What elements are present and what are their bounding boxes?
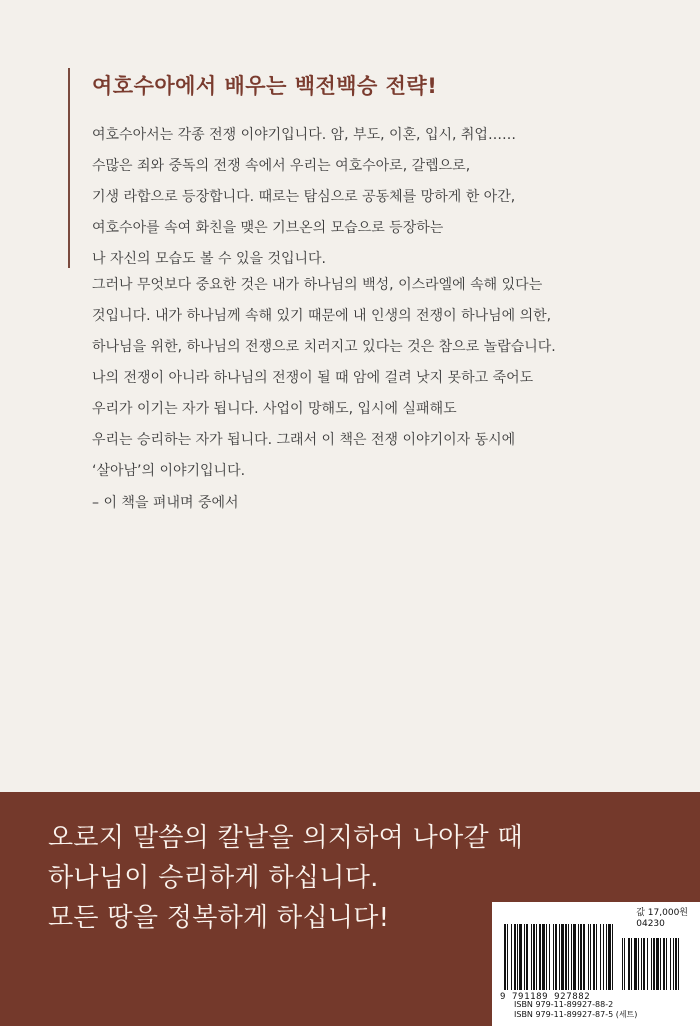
paragraph-line: 기생 라합으로 등장합니다. 때로는 탐심으로 공동체를 망하게 한 아간, bbox=[92, 189, 516, 205]
paragraph-line: 우리는 승리하는 자가 됩니다. 그래서 이 책은 전쟁 이야기이자 동시에 bbox=[92, 432, 516, 448]
isbn-line: ISBN 979-11-89927-87-5 (세트) bbox=[514, 1010, 638, 1019]
price-text: 값 17,000원 bbox=[636, 908, 688, 918]
barcode-box bbox=[492, 902, 700, 1026]
intro-paragraph bbox=[92, 120, 516, 275]
paragraph-line: 수많은 죄와 중독의 전쟁 속에서 우리는 여호수아로, 갈렙으로, bbox=[92, 158, 471, 174]
paragraph-line: ‘살아남’의 이야기입니다. bbox=[92, 463, 246, 479]
isbn-block bbox=[514, 1000, 637, 1020]
isbn-line: ISBN 979-11-89927-88-2 bbox=[514, 1000, 614, 1009]
barcode-icon bbox=[504, 924, 688, 992]
slogan-line: 오로지 말씀의 칼날을 의지하여 나아갈 때 bbox=[48, 823, 523, 853]
paragraph-line: 여호수아서는 각종 전쟁 이야기입니다. 암, 부도, 이혼, 입시, 취업…… bbox=[92, 127, 516, 143]
accent-rule bbox=[68, 68, 70, 268]
paragraph-line: 여호수아를 속여 화친을 맺은 기브온의 모습으로 등장하는 bbox=[92, 220, 444, 236]
slogan bbox=[48, 818, 523, 938]
paragraph-line: 나 자신의 모습도 볼 수 있을 것입니다. bbox=[92, 251, 327, 267]
slogan-line: 모든 땅을 정복하게 하십니다! bbox=[48, 903, 390, 933]
barcode-number: 9 791189 927882 bbox=[500, 992, 591, 1002]
paragraph-line: 우리가 이기는 자가 됩니다. 사업이 망해도, 입시에 실패해도 bbox=[92, 401, 457, 417]
add-on-code: 04230 bbox=[636, 919, 665, 929]
main-paragraph bbox=[92, 270, 556, 487]
paragraph-line: 것입니다. 내가 하나님께 속해 있기 때문에 내 인생의 전쟁이 하나님에 의한, bbox=[92, 308, 552, 324]
slogan-line: 하나님이 승리하게 하십니다. bbox=[48, 863, 379, 893]
paragraph-line: 그러나 무엇보다 중요한 것은 내가 하나님의 백성, 이스라엘에 속해 있다는 bbox=[92, 277, 543, 293]
headline: 여호수아에서 배우는 백전백승 전략! bbox=[92, 74, 438, 98]
paragraph-line: 나의 전쟁이 아니라 하나님의 전쟁이 될 때 암에 걸려 낫지 못하고 죽어도 bbox=[92, 370, 534, 386]
paragraph-line: 하나님을 위한, 하나님의 전쟁으로 치러지고 있다는 것은 참으로 놀랍습니다. bbox=[92, 339, 556, 355]
source-attribution: – 이 책을 펴내며 중에서 bbox=[92, 495, 239, 511]
